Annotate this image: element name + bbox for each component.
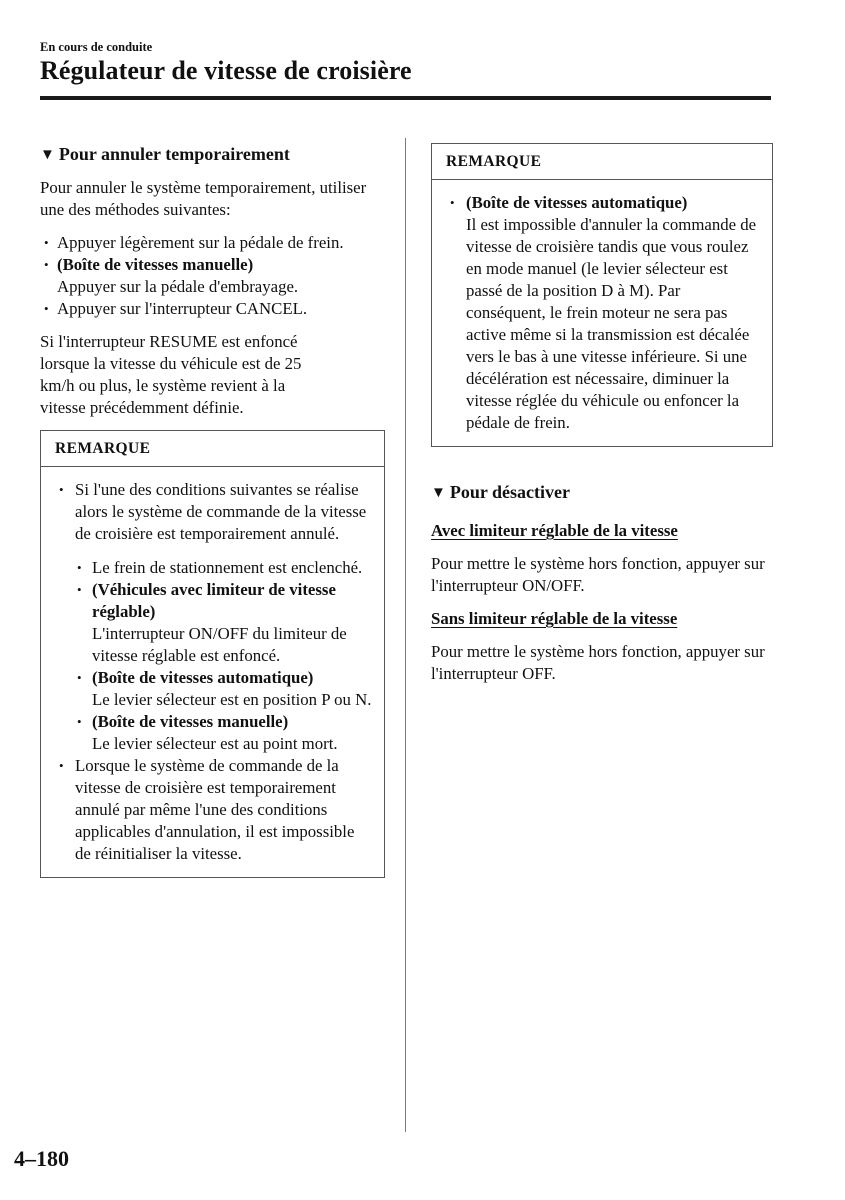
- paragraph-sans-limiteur: Pour mettre le système hors fonction, appuyer sur l'interrupteur OFF.: [431, 642, 765, 683]
- list-item: • (Boîte de vitesses automatique) Le levier sélecteur est en position P ou N.: [77, 668, 372, 709]
- heading-annuler-text: Pour annuler temporairement: [58, 144, 290, 164]
- page-number: 4–180: [14, 1146, 69, 1171]
- list-item: • Le frein de stationnement est enclenché.: [77, 558, 363, 577]
- bullet-icon: •: [44, 301, 49, 316]
- bullet-icon: •: [77, 714, 82, 729]
- section-label: En cours de conduite: [40, 40, 153, 54]
- list-item: • (Boîte de vitesses automatique) Il est impossible d'annuler la commande de vitesse de croisière tandis que vous roulez en mode manuel (le levier sélecteur est passé de la position D à M). Par conséquent, le frein moteur ne sera pas active même si la transmission est décalée vers le bas à une vitesse inférieure. Si une décélération est nécessaire, diminuer la vitesse réglée du véhicule ou enfoncer la pédale de frein.: [450, 193, 757, 432]
- note-heading: REMARQUE: [41, 431, 384, 467]
- page-title: Régulateur de vitesse de croisière: [40, 56, 412, 85]
- heading-annuler: [40, 143, 385, 166]
- note-heading: REMARQUE: [432, 144, 772, 180]
- triangle-icon: ▼: [40, 147, 55, 163]
- bullet-icon: •: [44, 257, 49, 272]
- heading-desactiver-text: Pour désactiver: [449, 482, 570, 502]
- bullet-icon: •: [77, 670, 82, 685]
- subheading-sans-limiteur: Sans limiteur réglable de la vitesse: [431, 609, 678, 628]
- list-item: • Lorsque le système de commande de la vitesse de croisière est temporairement annulé par même l'une des conditions applicables d'annulation, il est impossible de réinitialiser la vitesse.: [59, 756, 355, 863]
- bullet-icon: •: [59, 482, 64, 497]
- bullet-icon: •: [450, 195, 455, 210]
- cancel-methods-list: [40, 232, 385, 320]
- bullet-icon: •: [77, 560, 82, 575]
- bullet-icon: •: [59, 758, 64, 773]
- list-item: • (Véhicules avec limiteur de vitesse réglable) L'interrupteur ON/OFF du limiteur de vitesse réglable est enfoncé.: [77, 580, 347, 665]
- title-rule: [40, 96, 771, 100]
- column-divider: [405, 138, 406, 1132]
- note-box-left: [40, 430, 385, 878]
- resume-paragraph: Si l'interrupteur RESUME est enfoncé lorsque la vitesse du véhicule est de 25 km/h ou plus, le système revient à la vitesse précédemment définie.: [40, 332, 302, 417]
- note-box-right: [431, 143, 773, 447]
- bullet-icon: •: [77, 582, 82, 597]
- paragraph-avec-limiteur: Pour mettre le système hors fonction, appuyer sur l'interrupteur ON/OFF.: [431, 554, 765, 595]
- triangle-icon: ▼: [431, 485, 446, 501]
- right-column: [431, 143, 773, 696]
- bullet-icon: •: [44, 235, 49, 250]
- heading-desactiver: [431, 481, 773, 504]
- list-item: • Appuyer sur l'interrupteur CANCEL.: [44, 299, 308, 318]
- left-column: [40, 143, 385, 894]
- list-item: • (Boîte de vitesses manuelle) Appuyer sur la pédale d'embrayage.: [44, 255, 299, 296]
- list-item: • (Boîte de vitesses manuelle) Le levier sélecteur est au point mort.: [77, 712, 338, 753]
- conditions-list: [75, 557, 374, 755]
- list-item: • Si l'une des conditions suivantes se réalise alors le système de commande de la vitesse de croisière est temporairement annulé. • Le frein de stationnement est enclenché. • (Véhicules avec limiteur de vitesse réglable) L'interrupteur ON/OFF du limiteur de vitesse réglable est enfoncé. • (Boîte de vitesses automatique) Le levier sélecteur est en position P ou N. • (Boîte de vitesses manuelle) Le levier sélecteur est au point mort.: [53, 479, 374, 755]
- list-item: • Appuyer légèrement sur la pédale de frein.: [44, 233, 344, 252]
- intro-paragraph: Pour annuler le système temporairement, utiliser une des méthodes suivantes:: [40, 178, 367, 219]
- subheading-avec-limiteur: Avec limiteur réglable de la vitesse: [431, 521, 678, 540]
